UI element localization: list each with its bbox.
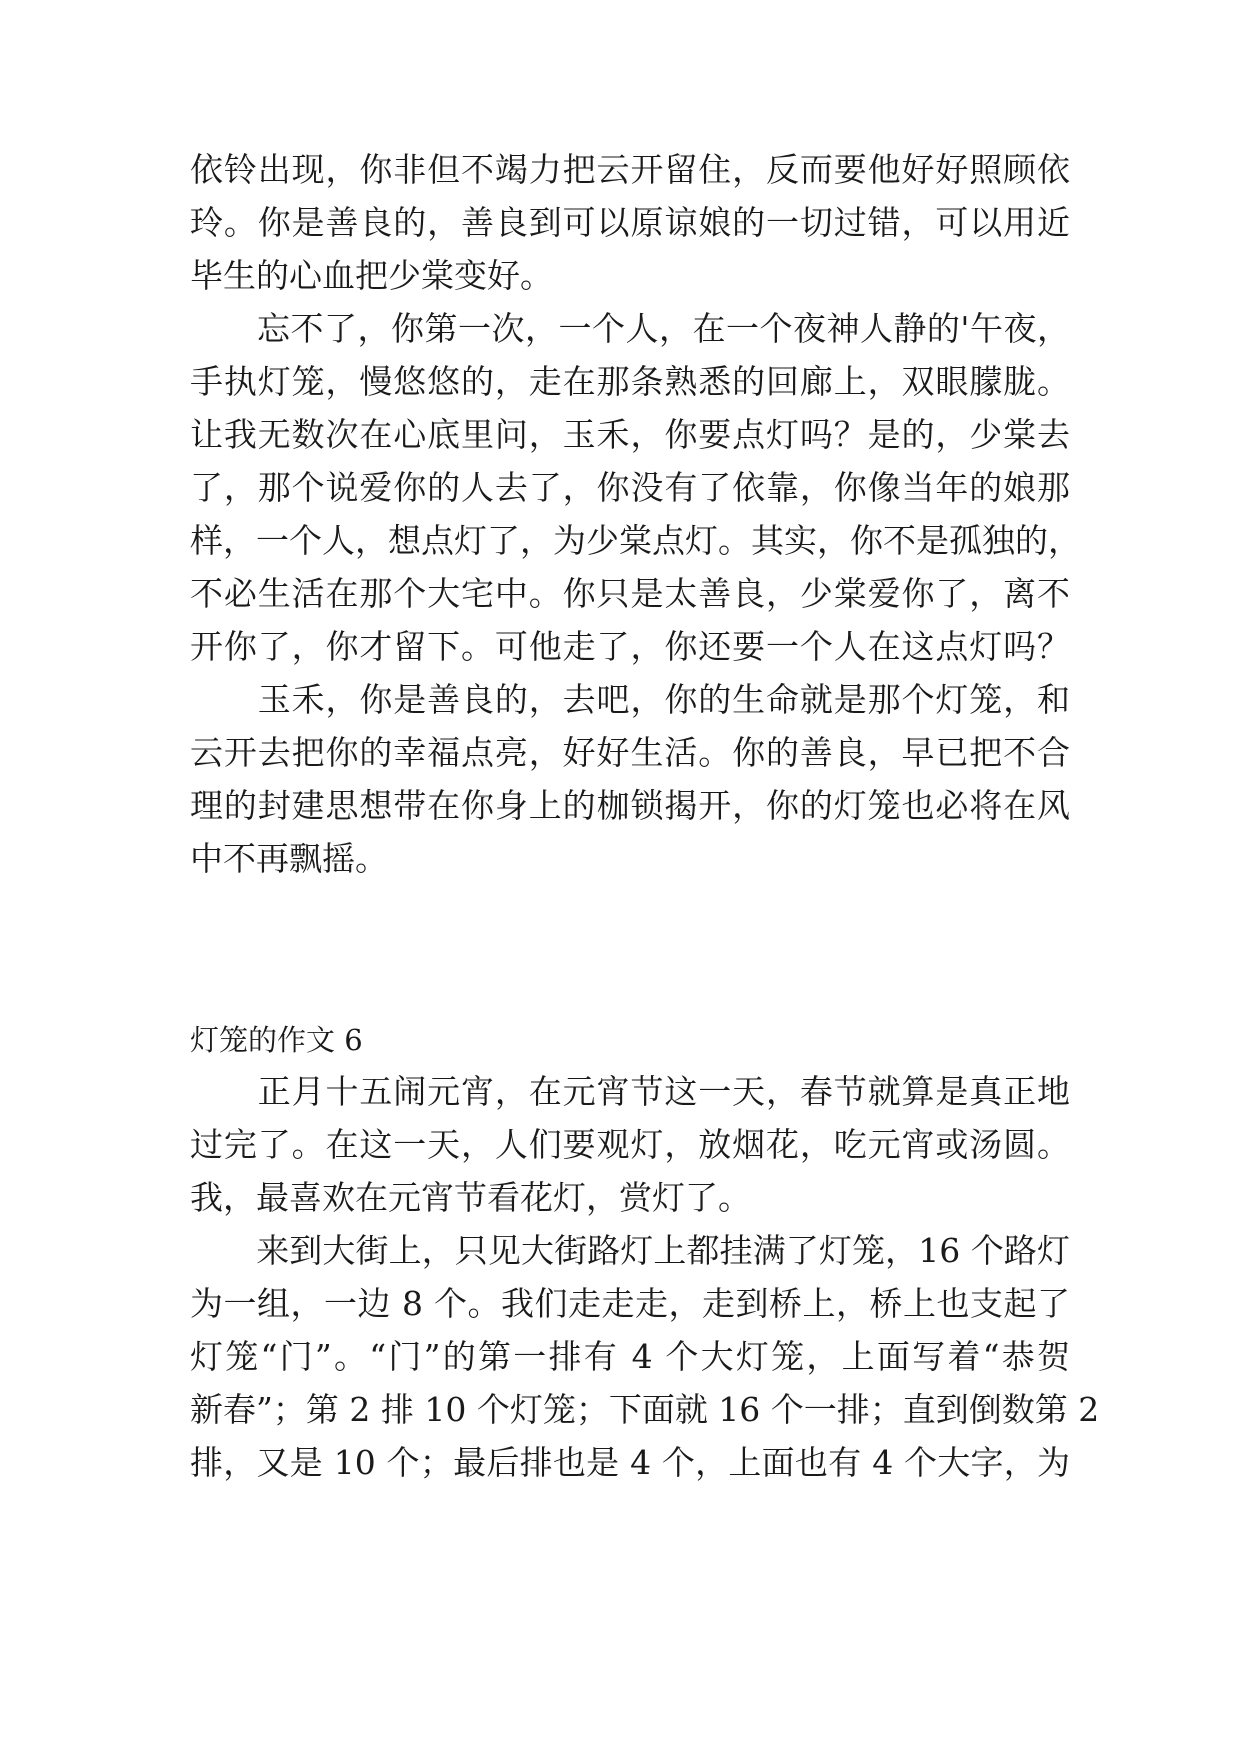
text-line: 我，最喜欢在元宵节看花灯，赏灯了。 xyxy=(190,1178,751,1217)
text-line: 样，一个人，想点灯了，为少棠点灯。其实，你不是孤独的， xyxy=(190,521,1081,560)
text-line: 理的封建思想带在你身上的枷锁揭开，你的灯笼也必将在风 xyxy=(190,786,1070,825)
text-line: 新春”；第 2 排 10 个灯笼；下面就 16 个一排；直到倒数第 2 xyxy=(190,1390,1100,1429)
text-line: 为一组，一边 8 个。我们走走走，走到桥上，桥上也支起了 xyxy=(190,1284,1070,1323)
text-line: 让我无数次在心底里问，玉禾，你要点灯吗？是的，少棠去 xyxy=(190,415,1070,454)
text-line: 云开去把你的幸福点亮，好好生活。你的善良，早已把不合 xyxy=(190,733,1070,772)
text-line: 开你了，你才留下。可他走了，你还要一个人在这点灯吗？ xyxy=(190,627,1070,666)
text-line: 过完了。在这一天，人们要观灯，放烟花，吃元宵或汤圆。 xyxy=(190,1125,1070,1164)
text-line: 灯笼“门”。“门”的第一排有 4 个大灯笼，上面写着“恭贺 xyxy=(190,1337,1070,1376)
text-line: 玲。你是善良的，善良到可以原谅娘的一切过错，可以用近 xyxy=(190,203,1070,242)
text-line: 排，又是 10 个；最后排也是 4 个，上面也有 4 个大字，为 xyxy=(190,1443,1070,1482)
text-line: 玉禾，你是善良的，去吧，你的生命就是那个灯笼，和 xyxy=(190,680,1070,719)
text-line: 了，那个说爱你的人去了，你没有了依靠，你像当年的娘那 xyxy=(190,468,1070,507)
text-line: 中不再飘摇。 xyxy=(190,839,388,878)
section-title: 灯笼的作文 6 xyxy=(190,1023,363,1057)
text-line: 不必生活在那个大宅中。你只是太善良，少棠爱你了，离不 xyxy=(190,574,1070,613)
text-line: 手执灯笼，慢悠悠的，走在那条熟悉的回廊上，双眼朦胧。 xyxy=(190,362,1070,401)
text-line: 正月十五闹元宵，在元宵节这一天，春节就算是真正地 xyxy=(190,1072,1070,1111)
text-line: 来到大街上，只见大街路灯上都挂满了灯笼，16 个路灯 xyxy=(190,1231,1070,1270)
text-line: 依铃出现，你非但不竭力把云开留住，反而要他好好照顾依 xyxy=(190,150,1070,189)
text-line: 忘不了，你第一次，一个人，在一个夜神人静的'午夜， xyxy=(190,309,1070,348)
text-line: 毕生的心血把少棠变好。 xyxy=(190,256,553,295)
